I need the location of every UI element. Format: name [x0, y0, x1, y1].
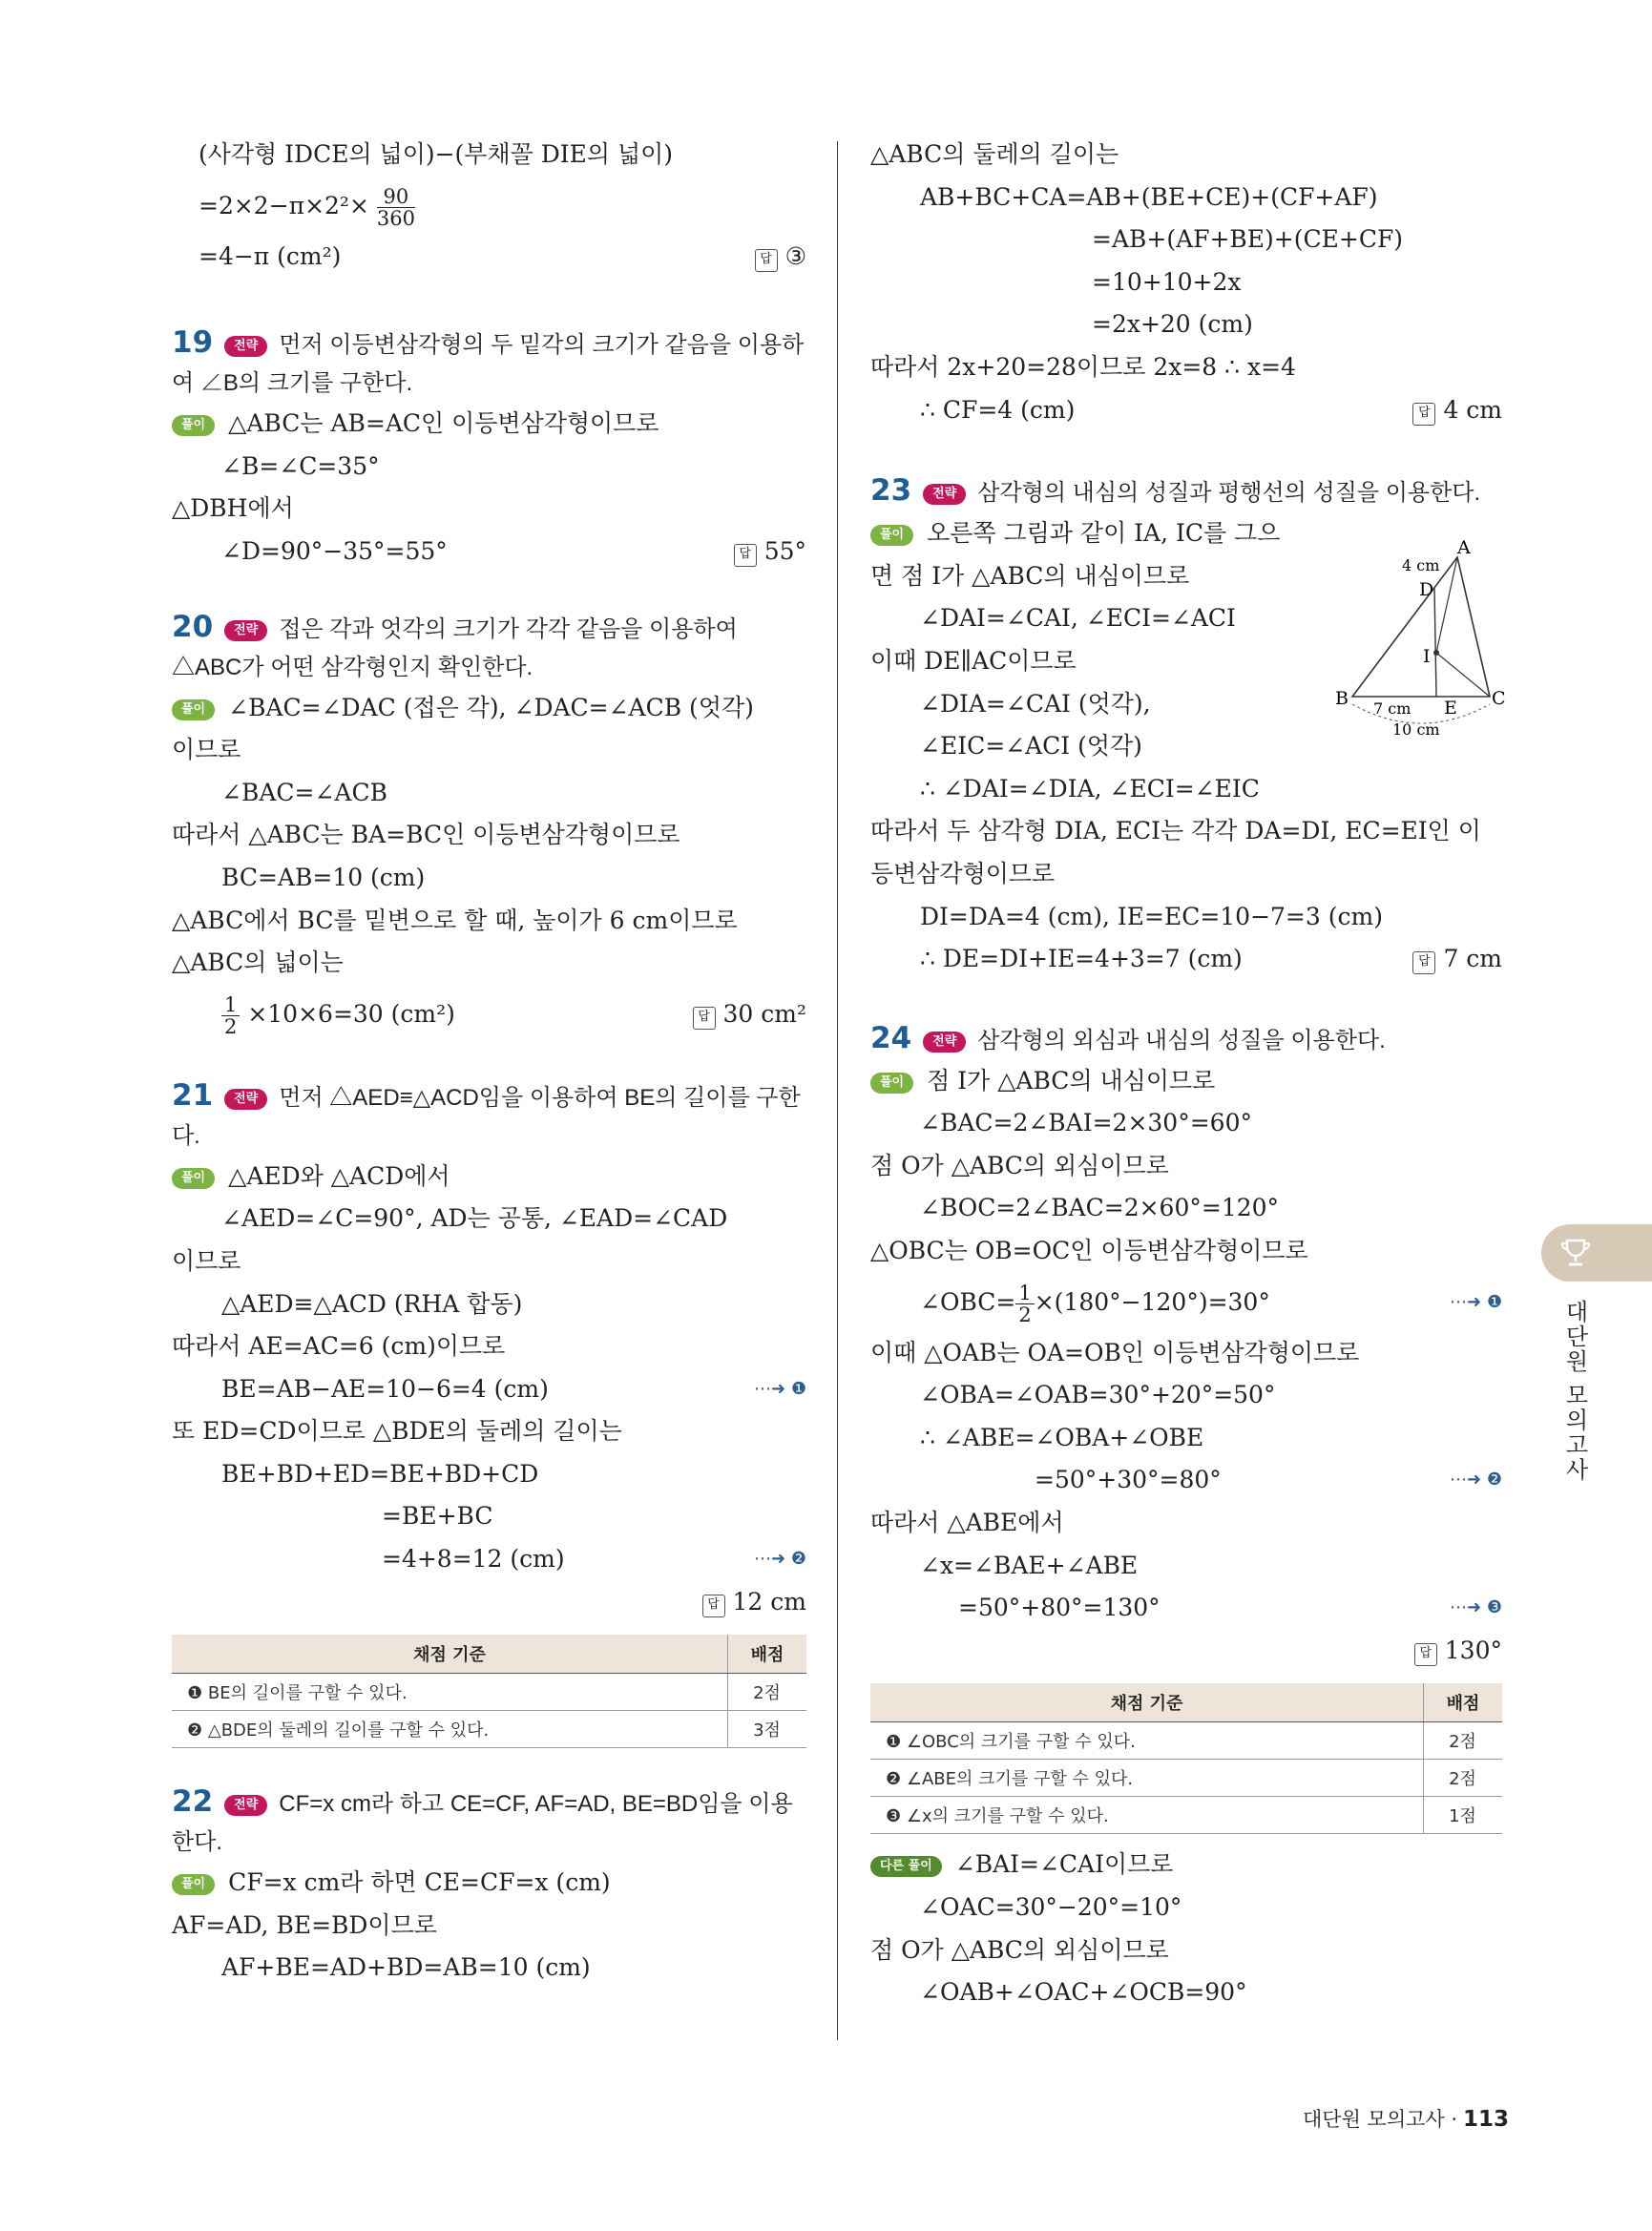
text-line: ∠B=∠C=35° [221, 451, 380, 480]
problem-22-header [172, 1783, 806, 1862]
problem-21-header [172, 1076, 806, 1156]
text-line: BC=AB=10 (cm) [221, 863, 426, 891]
text-line: 따라서 △ABC는 BA=BC인 이등변삼각형이므로 [172, 821, 680, 849]
formula-part: ×(180°−120°)=30° [1034, 1287, 1270, 1316]
problem-number: 23 [870, 473, 912, 509]
step-marker: ⋯➜ ❸ [1450, 1597, 1502, 1618]
answer-icon: 답 [702, 1595, 725, 1617]
text-line: ∠DAI=∠CAI, ∠ECI=∠ACI [920, 604, 1236, 633]
step-marker: ⋯➜ ❶ [754, 1378, 806, 1399]
text-line: △AED≡△ACD (RHA 합동) [221, 1289, 523, 1318]
table-row [172, 1711, 806, 1748]
text-line: ∠BOC=2∠BAC=2×60°=120° [920, 1194, 1280, 1222]
formula-part: =4−π (cm²) [199, 241, 342, 270]
denominator: 2 [224, 1014, 238, 1038]
table-cell: 3점 [728, 1711, 807, 1748]
strategy-tag: 전략 [224, 620, 267, 641]
answer-value: 12 cm [732, 1587, 806, 1616]
answer [693, 985, 807, 1044]
answer-value: 130° [1444, 1636, 1502, 1664]
right-column [870, 134, 1502, 2014]
label-length-bc: 10 cm [1392, 720, 1440, 739]
label-i: I [1423, 646, 1431, 667]
text: ∠BAI=∠CAI이므로 [954, 1850, 1174, 1879]
formula-part: ×10×6=30 (cm²) [247, 999, 455, 1028]
incenter-point [1433, 650, 1439, 656]
answer-icon: 답 [1414, 1643, 1437, 1666]
scoring-table [172, 1635, 806, 1748]
problem-20-header [172, 608, 806, 687]
text-line: ∴ ∠DAI=∠DIA, ∠ECI=∠EIC [920, 774, 1260, 803]
text-line: =10+10+2x [1092, 267, 1242, 296]
table-header: 배점 [1424, 1683, 1503, 1722]
text-line: =AB+(AF+BE)+(CE+CF) [1092, 225, 1404, 254]
solution-tag: 풀이 [870, 525, 913, 546]
text: 점 I가 △ABC의 내심이므로 [927, 1066, 1216, 1095]
table-header: 채점 기준 [172, 1635, 728, 1674]
numerator: 1 [1015, 1282, 1034, 1304]
text-line [870, 938, 1502, 981]
table-cell: ❷ ∠ABE의 크기를 구할 수 있다. [870, 1760, 1424, 1797]
answer-value: ③ [784, 241, 806, 270]
text-line: 점 O가 △ABC의 외심이므로 [870, 1935, 1169, 1964]
answer [1412, 938, 1502, 981]
text-line: ∠AED=∠C=90°, AD는 공통, ∠EAD=∠CAD [221, 1204, 728, 1233]
problem-number: 21 [172, 1077, 214, 1113]
answer [734, 531, 806, 573]
formula-part: =2×2−π×2²× [199, 191, 369, 219]
answer-value: 30 cm² [722, 999, 806, 1028]
text-line: 점 O가 △ABC의 외심이므로 [870, 1151, 1169, 1179]
table-cell: ❶ BE의 길이를 구할 수 있다. [172, 1674, 728, 1711]
page-footer [1303, 2104, 1509, 2133]
strategy-tag: 전략 [923, 484, 966, 505]
text: =4+8=12 (cm) [382, 1545, 565, 1574]
answer [702, 1581, 806, 1624]
text-line: (사각형 IDCE의 넓이)−(부채꼴 DIE의 넓이) [199, 140, 674, 168]
table-row [172, 1674, 806, 1711]
label-b: B [1335, 688, 1349, 709]
answer-icon: 답 [734, 544, 757, 567]
formula-part: ∠OBC= [920, 1287, 1016, 1316]
strategy-text: CF=x cm라 하고 CE=CF, AF=AD, BE=BD임을 이용한다. [172, 1791, 793, 1856]
text: CF=x cm라 하면 CE=CF=x (cm) [228, 1868, 611, 1897]
step-marker: ⋯➜ ❷ [1450, 1470, 1502, 1491]
left-column [172, 134, 806, 1990]
text-line: ∠OAC=30°−20°=10° [920, 1893, 1182, 1921]
fraction [1015, 1282, 1034, 1325]
text-line: 따라서 AE=AC=6 (cm)이므로 [172, 1332, 506, 1361]
segment-de [1434, 588, 1436, 697]
text: =50°+30°=80° [1035, 1466, 1222, 1494]
triangle-abc [1352, 557, 1490, 697]
answer-line [172, 1581, 806, 1624]
text: ∠D=90°−35°=55° [221, 536, 448, 565]
problem-23-header [870, 471, 1502, 512]
table-cell: 2점 [728, 1674, 807, 1711]
trophy-icon [1558, 1236, 1593, 1270]
numerator: 1 [221, 994, 240, 1016]
label-c: C [1492, 688, 1506, 709]
text-line: AF+BE=AD+BD=AB=10 (cm) [221, 1953, 591, 1982]
fraction [377, 186, 415, 229]
formula-line [172, 985, 806, 1044]
strategy-tag: 전략 [224, 1795, 267, 1816]
answer-value: 7 cm [1443, 945, 1502, 973]
text-line: 이므로 [172, 736, 241, 764]
text-line: AB+BC+CA=AB+(BE+CE)+(CF+AF) [920, 182, 1378, 211]
strategy-tag: 전략 [224, 1089, 267, 1110]
table-row [870, 1722, 1502, 1760]
text-line [870, 389, 1502, 432]
column-divider [837, 141, 838, 2040]
text: △AED와 △ACD에서 [228, 1161, 450, 1190]
solution-tag: 풀이 [172, 415, 215, 436]
text-line: 또 ED=CD이므로 △BDE의 둘레의 길이는 [172, 1417, 622, 1446]
text: =50°+80°=130° [958, 1594, 1161, 1622]
text-line: 이때 △OAB는 OA=OB인 이등변삼각형이므로 [870, 1338, 1360, 1366]
text-line [870, 1459, 1502, 1502]
denominator: 2 [1018, 1303, 1032, 1326]
text-line: ∠DIA=∠CAI (엇각), [920, 689, 1151, 718]
problem-number: 24 [870, 1020, 912, 1055]
text-line [172, 687, 806, 730]
answer-value: 55° [763, 536, 806, 565]
table-row [870, 1797, 1502, 1834]
text: △ABC는 AB=AC인 이등변삼각형이므로 [228, 409, 659, 438]
text-line: △ABC의 둘레의 길이는 [870, 140, 1119, 168]
text: 오른쪽 그림과 같이 IA, IC를 그으 [927, 519, 1281, 548]
table-row [870, 1760, 1502, 1797]
table-header: 채점 기준 [870, 1683, 1424, 1722]
problem-19-header [172, 323, 806, 403]
text-line: △ABC의 넓이는 [172, 949, 344, 977]
table-cell: 2점 [1424, 1722, 1503, 1760]
table-cell: ❶ ∠OBC의 크기를 구할 수 있다. [870, 1722, 1424, 1760]
answer [1414, 1630, 1502, 1673]
table-cell: ❷ △BDE의 둘레의 길이를 구할 수 있다. [172, 1711, 728, 1748]
text-line: ∠OBA=∠OAB=30°+20°=50° [920, 1381, 1276, 1409]
answer-value: 4 cm [1443, 395, 1502, 424]
page-number: 113 [1463, 2107, 1510, 2132]
text-line: ∠BAC=2∠BAI=2×30°=60° [920, 1109, 1252, 1137]
footer-title: 대단원 모의고사 · [1303, 2108, 1458, 2131]
step-marker: ⋯➜ ❶ [1450, 1291, 1502, 1312]
numerator: 90 [377, 186, 415, 208]
section-tab-label: 대단원 모의고사 [1561, 1300, 1588, 1483]
text-line: 등변삼각형이므로 [870, 859, 1056, 887]
table-cell: ❸ ∠x의 크기를 구할 수 있다. [870, 1797, 1424, 1834]
text-line: 따라서 △ABE에서 [870, 1509, 1064, 1537]
strategy-text: 먼저 이등변삼각형의 두 밑각의 크기가 같음을 이용하여 ∠B의 크기를 구한다. [172, 332, 805, 397]
problem-number: 22 [172, 1784, 214, 1820]
text: BE=AB−AE=10−6=4 (cm) [221, 1374, 549, 1403]
scoring-table [870, 1683, 1502, 1834]
answer-icon: 답 [1412, 403, 1435, 426]
formula-line [870, 1273, 1502, 1332]
text-line [870, 1587, 1502, 1630]
text-line: ∠x=∠BAE+∠ABE [920, 1551, 1139, 1579]
strategy-tag: 전략 [923, 1032, 966, 1053]
text-line: =BE+BC [382, 1502, 493, 1531]
text-line: 따라서 두 삼각형 DIA, ECI는 각각 DA=DI, EC=EI인 이 [870, 817, 1481, 845]
answer-icon: 답 [693, 1007, 716, 1030]
solution-tag: 풀이 [172, 1168, 215, 1189]
text-line: DI=DA=4 (cm), IE=EC=10−7=3 (cm) [920, 902, 1383, 930]
text-line: 이때 DE∥AC이므로 [870, 646, 1077, 675]
text-line [172, 1156, 806, 1199]
formula-line [172, 236, 806, 279]
section-tab [1541, 1224, 1652, 1282]
text-line [172, 1538, 806, 1581]
denominator: 360 [376, 206, 415, 230]
text-line: BE+BD+ED=BE+BD+CD [221, 1459, 539, 1488]
solution-tag: 풀이 [172, 699, 215, 720]
triangle-figure [1331, 540, 1513, 745]
text-line [172, 403, 806, 446]
answer-icon: 답 [755, 249, 778, 272]
text-line: 이므로 [172, 1246, 241, 1275]
answer-icon: 답 [1412, 951, 1435, 974]
table-cell: 2점 [1424, 1760, 1503, 1797]
label-length-be: 7 cm [1373, 699, 1412, 718]
strategy-text: 먼저 △AED≡△ACD임을 이용하여 BE의 길이를 구한다. [172, 1084, 801, 1149]
text-line: 면 점 I가 △ABC의 내심이므로 [870, 561, 1190, 590]
label-d: D [1419, 579, 1434, 600]
text-line: AF=AD, BE=BD이므로 [172, 1910, 437, 1939]
label-e: E [1444, 698, 1457, 719]
solution-tag: 풀이 [870, 1073, 913, 1094]
problem-24-header [870, 1019, 1502, 1060]
answer-line [870, 1630, 1502, 1673]
label-length-ad: 4 cm [1402, 556, 1440, 574]
table-cell: 1점 [1424, 1797, 1503, 1834]
text: ∴ CF=4 (cm) [920, 395, 1076, 424]
strategy-tag: 전략 [224, 336, 267, 357]
text-line [870, 1060, 1502, 1103]
text-line: ∠BAC=∠ACB [221, 778, 387, 806]
formula-line [172, 177, 806, 236]
text-line: =2x+20 (cm) [1092, 310, 1253, 339]
text-line: △OBC는 OB=OC인 이등변삼각형이므로 [870, 1237, 1308, 1265]
problem-number: 19 [172, 325, 214, 361]
other-solution-tag: 다른 풀이 [870, 1856, 942, 1877]
strategy-text: 삼각형의 외심과 내심의 성질을 이용한다. [977, 1027, 1386, 1053]
fraction [221, 994, 240, 1037]
text-line: ∠EIC=∠ACI (엇각) [920, 732, 1142, 761]
step-marker: ⋯➜ ❷ [754, 1549, 806, 1570]
text-line [870, 1844, 1502, 1887]
table-header: 배점 [728, 1635, 807, 1674]
label-a: A [1457, 540, 1471, 558]
strategy-text: 삼각형의 내심의 성질과 평행선의 성질을 이용한다. [977, 480, 1481, 507]
answer [755, 236, 806, 279]
text-line [172, 1862, 806, 1905]
problem-number: 20 [172, 609, 214, 644]
text-line: △ABC에서 BC를 밑변으로 할 때, 높이가 6 cm이므로 [172, 906, 738, 934]
text-line: △DBH에서 [172, 494, 294, 523]
text: ∴ DE=DI+IE=4+3=7 (cm) [920, 945, 1243, 973]
text-line: ∠OAB+∠OAC+∠OCB=90° [920, 1978, 1247, 2007]
answer [1412, 389, 1502, 432]
strategy-text: 접은 각과 엇각의 크기가 각각 같음을 이용하여 △ABC가 어떤 삼각형인지 확인한다. [172, 615, 738, 680]
text-line: ∴ ∠ABE=∠OBA+∠OBE [920, 1423, 1204, 1451]
text-line: 따라서 2x+20=28이므로 2x=8 ∴ x=4 [870, 352, 1296, 381]
text-line [172, 531, 806, 573]
solution-tag: 풀이 [172, 1874, 215, 1895]
text-line [172, 1368, 806, 1411]
text: ∠BAC=∠DAC (접은 각), ∠DAC=∠ACB (엇각) [228, 693, 754, 721]
